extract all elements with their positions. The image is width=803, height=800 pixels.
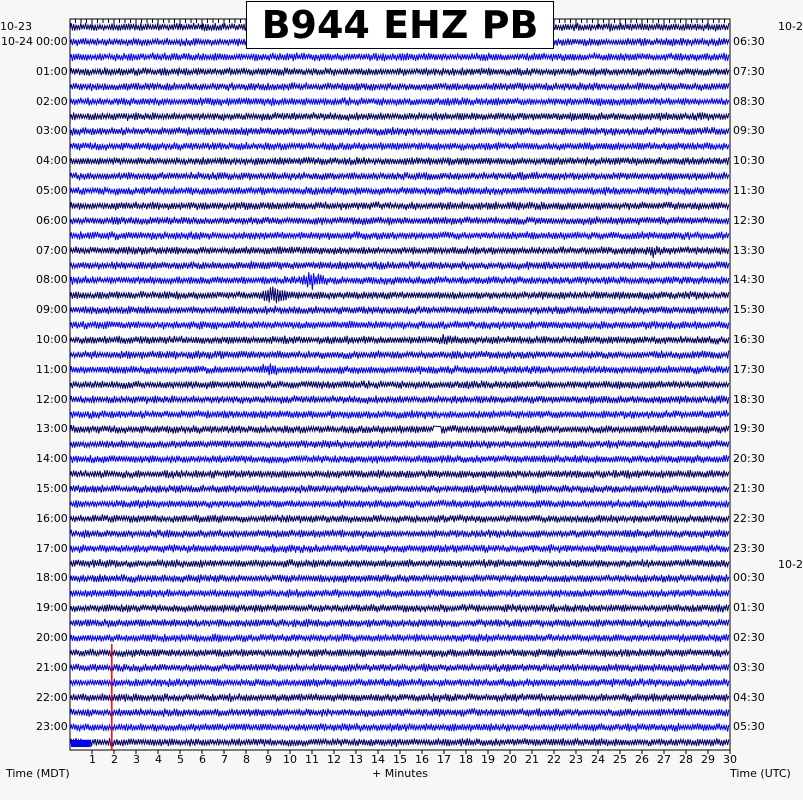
current-trace <box>71 740 91 747</box>
x-tick-label: 14 <box>371 753 385 766</box>
right-hour-label: 09:30 <box>733 124 765 138</box>
x-tick-label: 17 <box>437 753 451 766</box>
x-tick-label: 5 <box>177 753 184 766</box>
right-hour-label: 07:30 <box>733 64 765 78</box>
x-tick-label: 10 <box>283 753 297 766</box>
right-hour-label: 17:30 <box>733 362 765 376</box>
right-hour-label: 10:30 <box>733 154 765 168</box>
right-hour-label: 19:30 <box>733 422 765 436</box>
x-tick-label: 13 <box>349 753 363 766</box>
left-hour-label: 14:00 <box>36 452 68 466</box>
left-hour-label: 22:00 <box>36 690 68 704</box>
left-hour-label: 16:00 <box>36 511 68 525</box>
left-hour-label: 18:00 <box>36 571 68 585</box>
x-tick-label: 16 <box>415 753 429 766</box>
x-tick-label: 11 <box>305 753 319 766</box>
x-tick-label: 6 <box>199 753 206 766</box>
left-hour-label: 23:00 <box>36 720 68 734</box>
right-hour-label: 15:30 <box>733 303 765 317</box>
x-tick-label: 20 <box>503 753 517 766</box>
right-hour-label: 00:30 <box>733 571 765 585</box>
x-tick-label: 12 <box>327 753 341 766</box>
left-hour-label: 11:00 <box>36 362 68 376</box>
x-tick-label: 18 <box>459 753 473 766</box>
left-hour-label: 09:00 <box>36 303 68 317</box>
right-hour-label: 21:30 <box>733 482 765 495</box>
right-hour-label: 16:30 <box>733 333 765 346</box>
x-tick-label: 26 <box>635 753 649 766</box>
x-tick-label: 9 <box>265 753 272 766</box>
x-tick-label: 4 <box>155 753 162 766</box>
left-date-start: 10-24 <box>1 35 33 48</box>
x-tick-label: 8 <box>243 753 250 766</box>
left-hour-label: 10:00 <box>36 333 68 346</box>
left-hour-label: 06:00 <box>36 213 68 227</box>
left-hour-label: 05:00 <box>36 184 68 197</box>
right-date-mid: 10-2 <box>778 558 803 571</box>
right-hour-label: 13:30 <box>733 243 765 257</box>
right-hour-label: 12:30 <box>733 213 765 227</box>
x-tick-label: 23 <box>569 753 583 766</box>
x-tick-label: 28 <box>679 753 693 766</box>
x-tick-label: 21 <box>525 753 539 766</box>
left-hour-label: 17:00 <box>36 541 68 555</box>
left-hour-label: 15:00 <box>36 482 68 495</box>
right-hour-label: 03:30 <box>733 660 765 674</box>
x-tick-label: 29 <box>701 753 715 766</box>
left-hour-label: 02:00 <box>36 94 68 108</box>
right-hour-label: 06:30 <box>733 35 765 48</box>
x-tick-label: 27 <box>657 753 671 766</box>
left-hour-label: 13:00 <box>36 422 68 436</box>
trace-group <box>70 23 729 747</box>
left-hour-label: 01:00 <box>36 64 68 78</box>
left-hour-label: 08:00 <box>36 273 68 287</box>
right-hour-label: 20:30 <box>733 452 765 466</box>
right-hour-label: 23:30 <box>733 541 765 555</box>
right-hour-label: 18:30 <box>733 392 765 406</box>
x-tick-label: 15 <box>393 753 407 766</box>
x-tick-label: 24 <box>591 753 605 766</box>
x-tick-label: 25 <box>613 753 627 766</box>
left-hour-label: 19:00 <box>36 601 68 615</box>
left-hour-label: 21:00 <box>36 660 68 674</box>
left-hour-label: 04:00 <box>36 154 68 168</box>
right-hour-label: 08:30 <box>733 94 765 108</box>
right-hour-label: 05:30 <box>733 720 765 734</box>
left-hour-label: 07:00 <box>36 243 68 257</box>
left-axis-title: Time (MDT) <box>6 767 70 780</box>
right-hour-label: 04:30 <box>733 690 765 704</box>
left-date-top: 10-23 <box>0 20 32 33</box>
x-tick-label: 30 <box>723 753 737 766</box>
left-hour-label: 12:00 <box>36 392 68 406</box>
x-tick-label: 2 <box>111 753 118 766</box>
x-tick-label: 1 <box>89 753 96 766</box>
right-hour-label: 22:30 <box>733 511 765 525</box>
right-hour-label: 11:30 <box>733 184 765 197</box>
x-axis-title: + Minutes <box>372 767 429 780</box>
left-hour-label: 20:00 <box>36 631 68 644</box>
right-date-top: 10-2 <box>778 20 803 33</box>
left-hour-label: 00:00 <box>36 35 68 48</box>
x-tick-label: 7 <box>221 753 228 766</box>
x-tick-label: 19 <box>481 753 495 766</box>
right-axis-title: Time (UTC) <box>730 767 791 780</box>
x-tick-label: 3 <box>133 753 140 766</box>
right-hour-label: 02:30 <box>733 631 765 644</box>
x-tick-label: 22 <box>547 753 561 766</box>
chart-title: B944 EHZ PB <box>246 1 554 49</box>
right-hour-label: 01:30 <box>733 601 765 615</box>
right-hour-label: 14:30 <box>733 273 765 287</box>
left-hour-label: 03:00 <box>36 124 68 138</box>
